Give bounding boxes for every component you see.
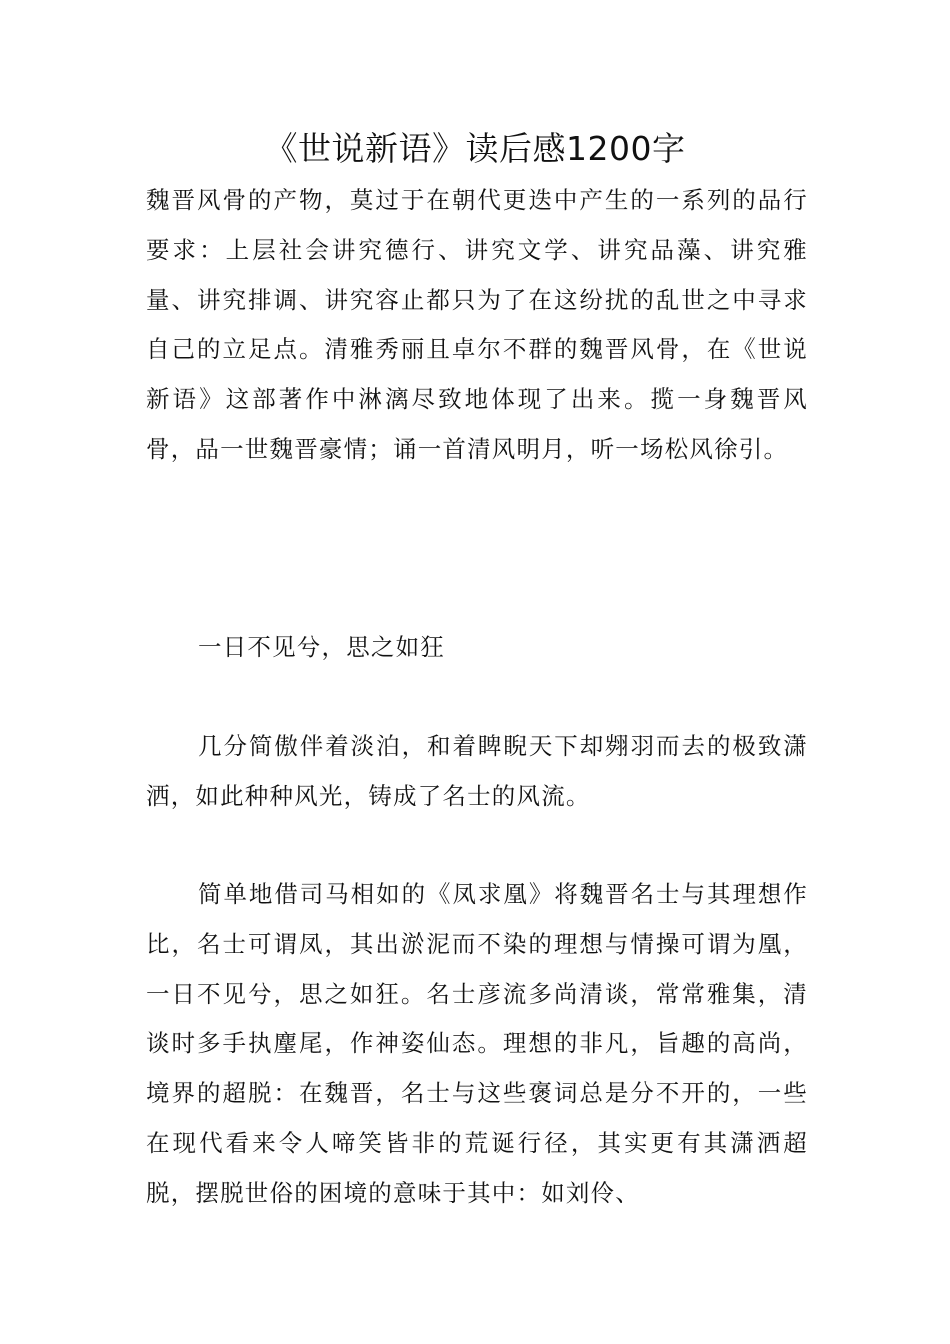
document-title: 《世说新语》读后感1200字 (264, 129, 686, 168)
section-heading: 一日不见兮，思之如狂 (198, 633, 445, 661)
paragraph-body: 几分简傲伴着淡泊，和着睥睨天下却翙羽而去的极致潇洒，如此种种风光，铸成了名士的风流。 (146, 732, 808, 810)
paragraph-body: 简单地借司马相如的《凤求凰》将魏晋名士与其理想作比，名士可谓凤，其出淤泥而不染的理想与情操可谓为凰，一日不见兮，思之如狂。名士彦流多尚清谈，常常雅集，清谈时多手执麈尾，作神姿仙态。理想的非凡，旨趣的高尚，境界的超脱：在魏晋，名士与这些褒词总是分不开的，一些在现代看来令人啼笑皆非的荒诞行径，其实更有其潇洒超脱，摆脱世俗的困境的意味于其中：如刘伶、 (146, 880, 808, 1207)
paragraph-intro: 魏晋风骨的产物，莫过于在朝代更迭中产生的一系列的品行要求：上层社会讲究德行、讲究文学、讲究品藻、讲究雅量、讲究排调、讲究容止都只为了在这纷扰的乱世之中寻求自己的立足点。清雅秀丽且卓尔不群的魏晋风骨，在《世说新语》这部著作中淋漓尽致地体现了出来。揽一身魏晋风骨，品一世魏晋豪情；诵一首清风明月，听一场松风徐引。 (146, 186, 808, 463)
